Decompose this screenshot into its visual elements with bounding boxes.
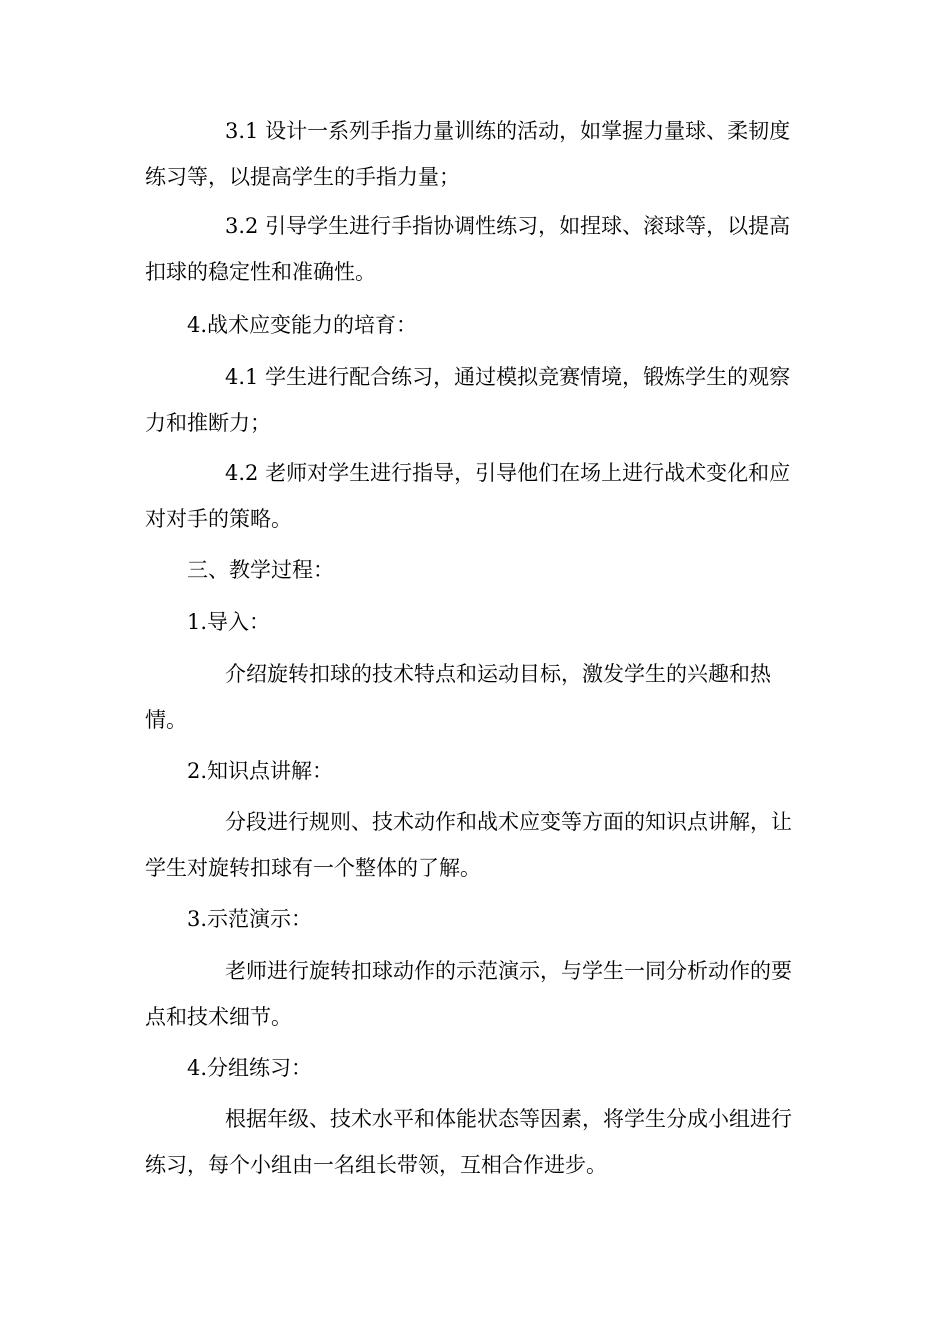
paragraph-4-1: 4.1 学生进行配合练习，通过模拟竞赛情境，锻炼学生的观察力和推断力； (145, 365, 791, 435)
step-3-heading: 3.示范演示： (187, 907, 313, 931)
heading-4: 4.战术应变能力的培育： (187, 313, 418, 337)
step-4-content: 根据年级、技术水平和体能状态等因素，将学生分成小组进行练习，每个小组由一名组长带领，互相合作进步。 (145, 1107, 792, 1177)
paragraph-4-2: 4.2 老师对学生进行指导，引导他们在场上进行战术变化和应对对手的策略。 (145, 461, 791, 531)
step-1-content: 介绍旋转扣球的技术特点和运动目标，激发学生的兴趣和热情。 (145, 662, 771, 732)
step-1-heading: 1.导入： (187, 610, 271, 634)
step-2-content: 分段进行规则、技术动作和战术应变等方面的知识点讲解，让学生对旋转扣球有一个整体的了解。 (145, 810, 792, 880)
step-2-heading: 2.知识点讲解： (187, 759, 334, 783)
paragraph-3-2: 3.2 引导学生进行手指协调性练习，如捏球、滚球等，以提高扣球的稳定性和准确性。 (145, 214, 791, 284)
section-heading-teaching-process: 三、教学过程： (187, 558, 334, 582)
step-3-content: 老师进行旋转扣球动作的示范演示，与学生一同分析动作的要点和技术细节。 (145, 959, 792, 1029)
step-4-heading: 4.分组练习： (187, 1056, 313, 1080)
paragraph-3-1: 3.1 设计一系列手指力量训练的活动，如掌握力量球、柔韧度练习等，以提高学生的手指力量； (145, 119, 791, 189)
